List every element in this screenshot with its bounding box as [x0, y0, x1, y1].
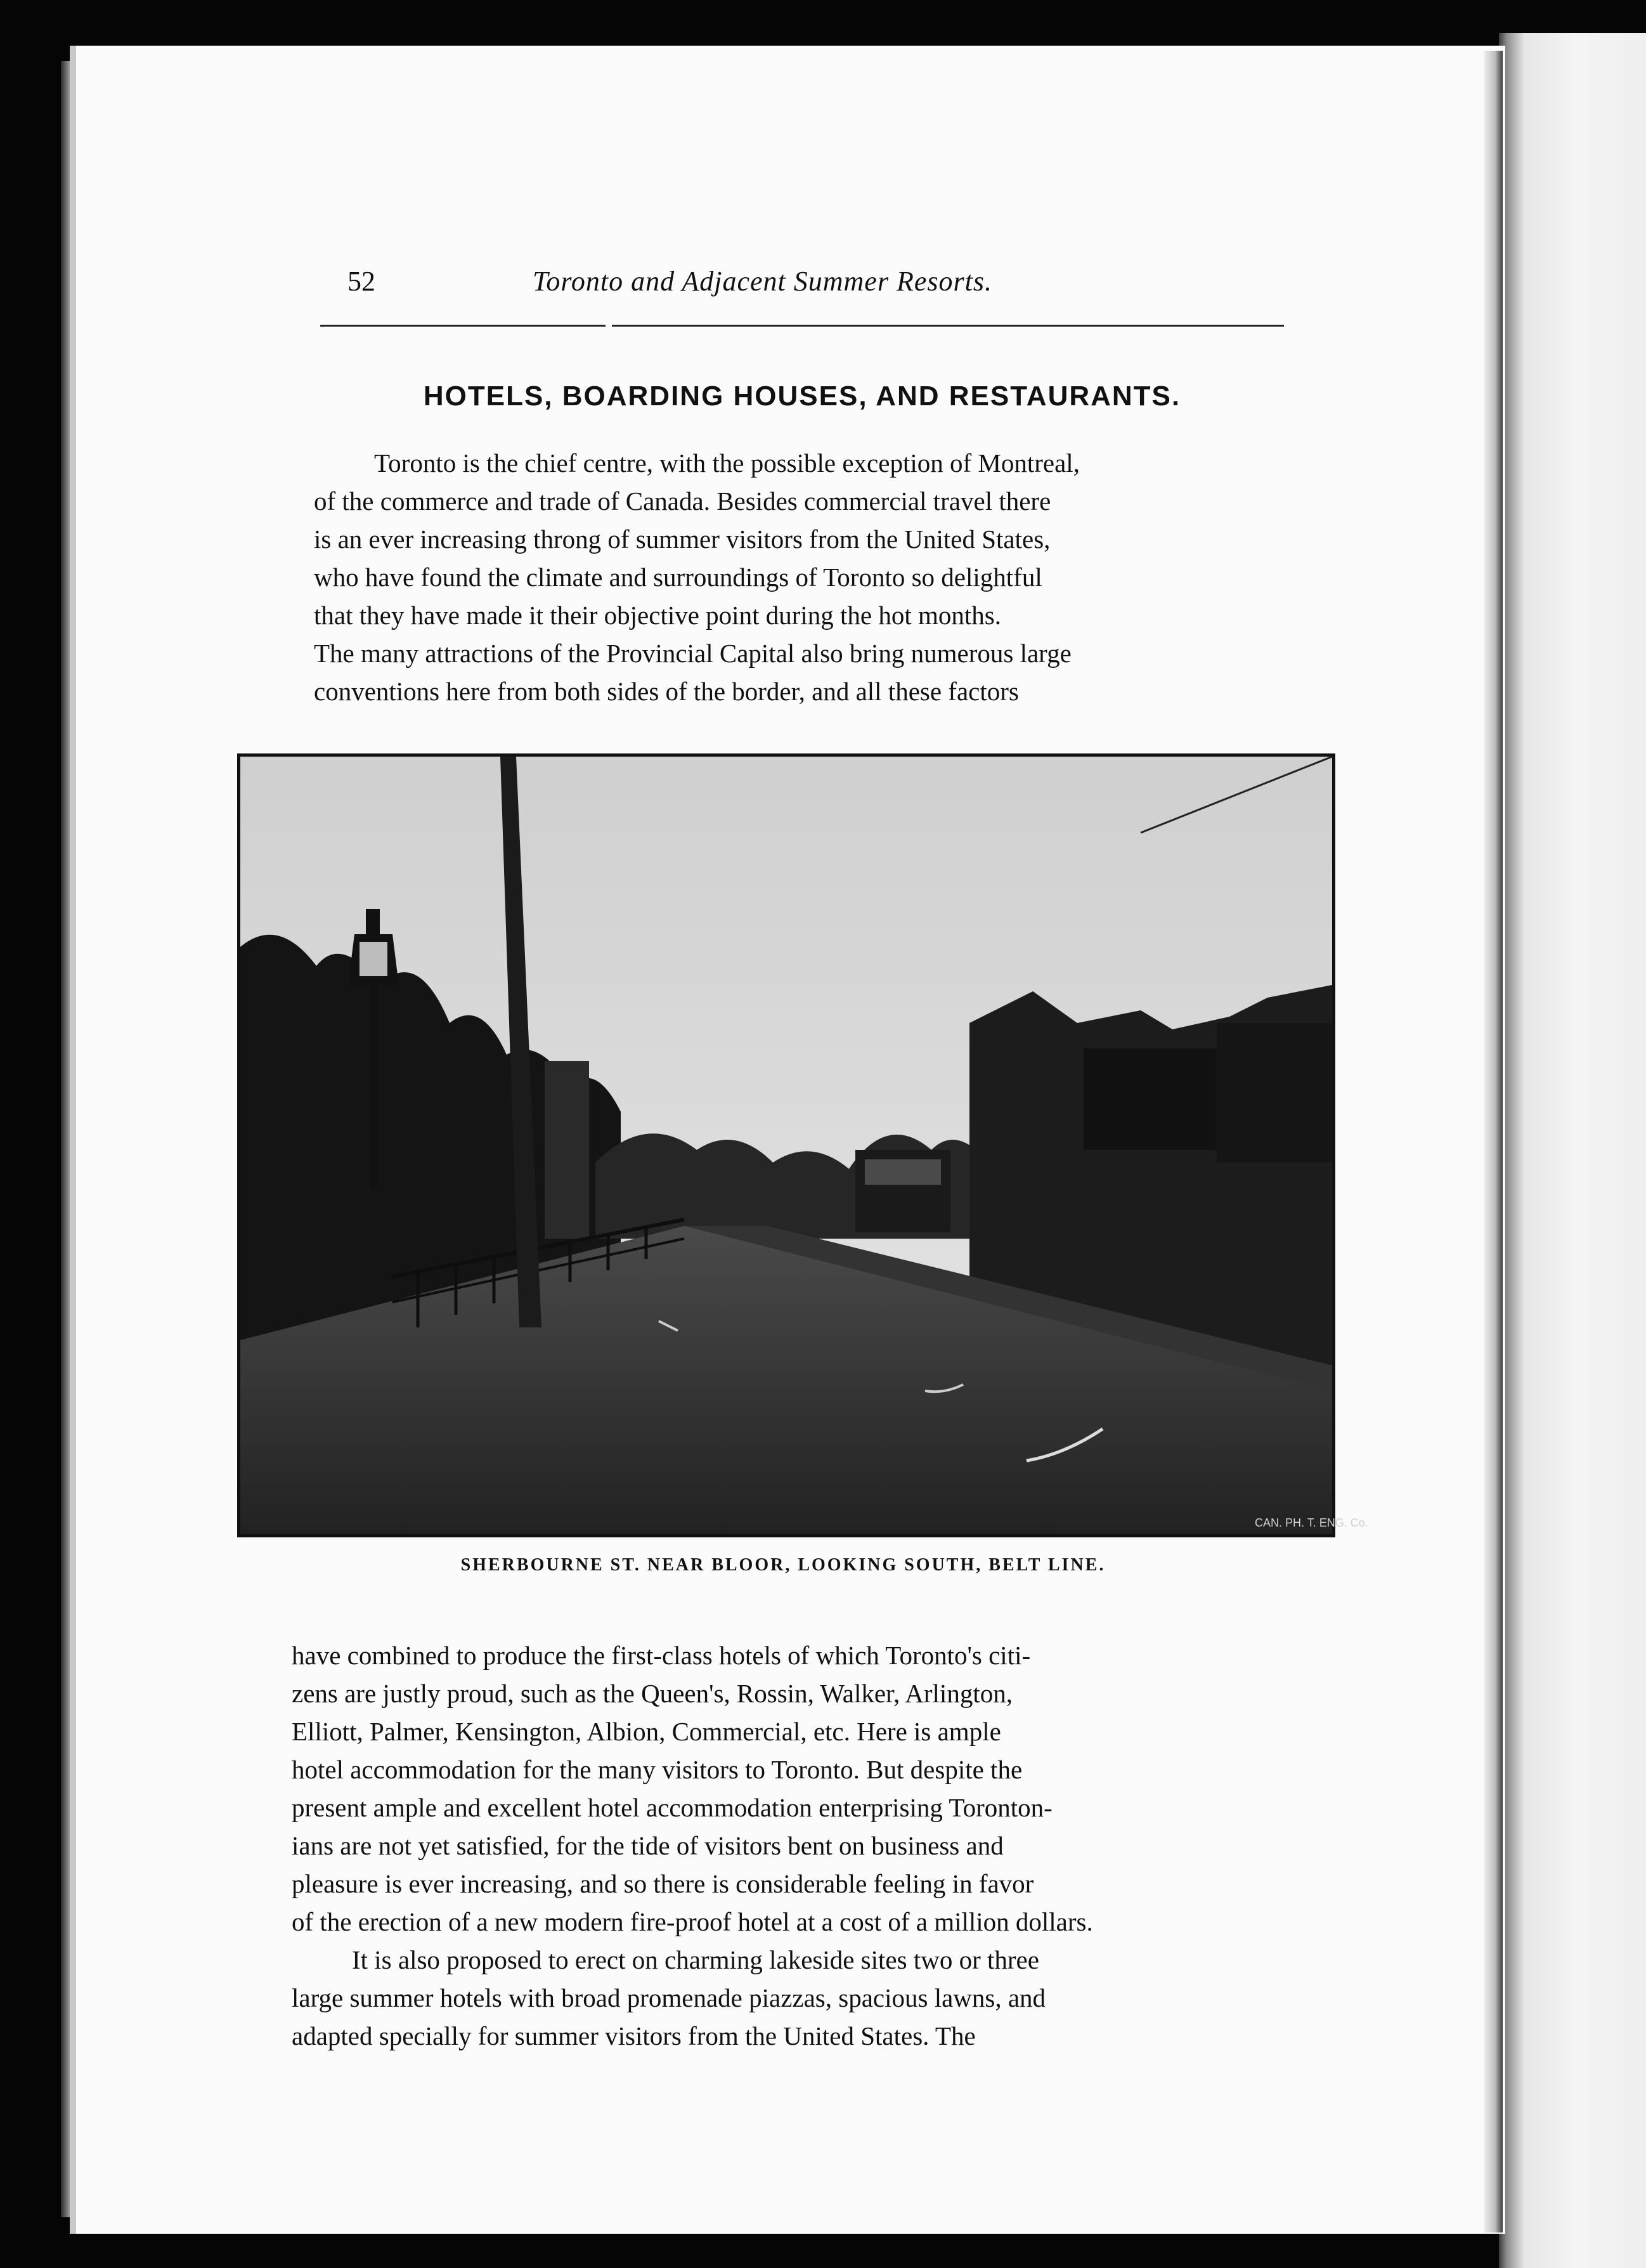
text-line: large summer hotels with broad promenade piazzas, spacious lawns, and — [292, 1983, 1046, 2012]
text-line: hotel accommodation for the many visitors to Toronto. But despite the — [292, 1755, 1023, 1784]
photo-credit: CAN. PH. T. ENG. Co. — [1255, 1516, 1368, 1529]
text-line: have combined to produce the first-class hotels of which Toronto's citi- — [292, 1641, 1031, 1670]
text-line: of the commerce and trade of Canada. Besides commercial travel there — [314, 486, 1051, 516]
figure-caption: SHERBOURNE ST. NEAR BLOOR, LOOKING SOUTH, BELT LINE. — [460, 1555, 1106, 1575]
photo-illustration — [240, 757, 1368, 1534]
text-line: Toronto is the chief centre, with the possible exception of Montreal, — [374, 448, 1080, 478]
text-line: is an ever increasing throng of summer visitors from the United States, — [314, 525, 1051, 554]
text-line: zens are justly proud, such as the Queen's, Rossin, Walker, Arlington, — [292, 1679, 1013, 1708]
text-line: who have found the climate and surroundings of Toronto so delightful — [314, 563, 1042, 592]
header-rule-left — [320, 325, 606, 327]
page-gutter — [1484, 51, 1503, 2232]
street-photograph — [237, 753, 1368, 1537]
text-line: present ample and excellent hotel accommodation enterprising Toronton- — [292, 1793, 1053, 1822]
text-line: adapted specially for summer visitors from the United States. The — [292, 2021, 976, 2050]
text-line: conventions here from both sides of the border, and all these factors — [314, 677, 1019, 706]
paragraph-hotels — [292, 1636, 1271, 2055]
text-line: ians are not yet satisfied, for the tide of visitors bent on business and — [292, 1831, 1004, 1860]
adjacent-page-edge — [1499, 33, 1646, 2268]
text-line: that they have made it their objective point during the hot months. — [314, 601, 1001, 630]
section-heading: HOTELS, BOARDING HOUSES, AND RESTAURANTS. — [423, 381, 1181, 412]
running-title: Toronto and Adjacent Summer Resorts. — [533, 266, 992, 297]
header-rule-right — [612, 325, 1284, 327]
text-line: pleasure is ever increasing, and so there is considerable feeling in favor — [292, 1869, 1034, 1898]
text-line: It is also proposed to erect on charming lakeside sites two or three — [352, 1945, 1039, 1974]
paragraph-intro — [314, 444, 1284, 710]
text-line: The many attractions of the Provincial Capital also bring numerous large — [314, 639, 1072, 668]
running-head — [317, 265, 1287, 303]
text-line: of the erection of a new modern fire-proof hotel at a cost of a million dollars. — [292, 1907, 1093, 1936]
page-edge-shadow — [61, 61, 70, 2217]
text-line: Elliott, Palmer, Kensington, Albion, Commercial, etc. Here is ample — [292, 1717, 1001, 1746]
page-number: 52 — [347, 266, 375, 297]
